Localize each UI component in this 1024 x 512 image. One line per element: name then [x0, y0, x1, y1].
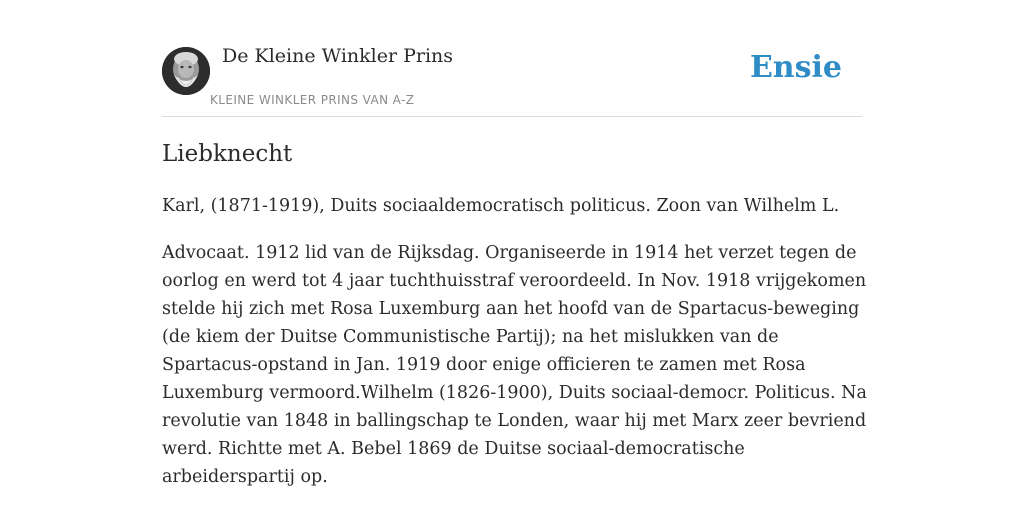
source-avatar[interactable]	[162, 47, 210, 95]
source-header	[162, 0, 862, 117]
ensie-logo-link[interactable]: Ensie	[749, 50, 842, 85]
article-title: Liebknecht	[162, 141, 293, 167]
article-lead: Karl, (1871-1919), Duits sociaaldemocratisch politicus. Zoon van Wilhelm L.	[162, 196, 840, 216]
bearded-man-portrait-icon	[162, 47, 210, 95]
article	[162, 138, 872, 491]
article-body: Advocaat. 1912 lid van de Rijksdag. Organiseerde in 1914 het verzet tegen de oorlog en werd tot 4 jaar tuchthuisstraf veroordeeld. In Nov. 1918 vrijgekomen stelde hij zich met Rosa Luxemburg aan het hoofd van de Spartacus-beweging (de kiem der Duitse Communistische Partij); na het mislukken van de Spartacus-opstand in Jan. 1919 door enige officieren te zamen met Rosa Luxemburg vermoord.Wilhelm (1826-1900), Duits sociaal-democr. Politicus. Na revolutie van 1848 in ballingschap te Londen, waar hij met Marx zeer bevriend werd. Richtte met A. Bebel 1869 de Duitse sociaal-democratische arbeiderspartij op.	[162, 243, 867, 487]
source-subtitle[interactable]: KLEINE WINKLER PRINS VAN A-Z	[210, 93, 415, 107]
source-title[interactable]: De Kleine Winkler Prins	[222, 45, 454, 67]
